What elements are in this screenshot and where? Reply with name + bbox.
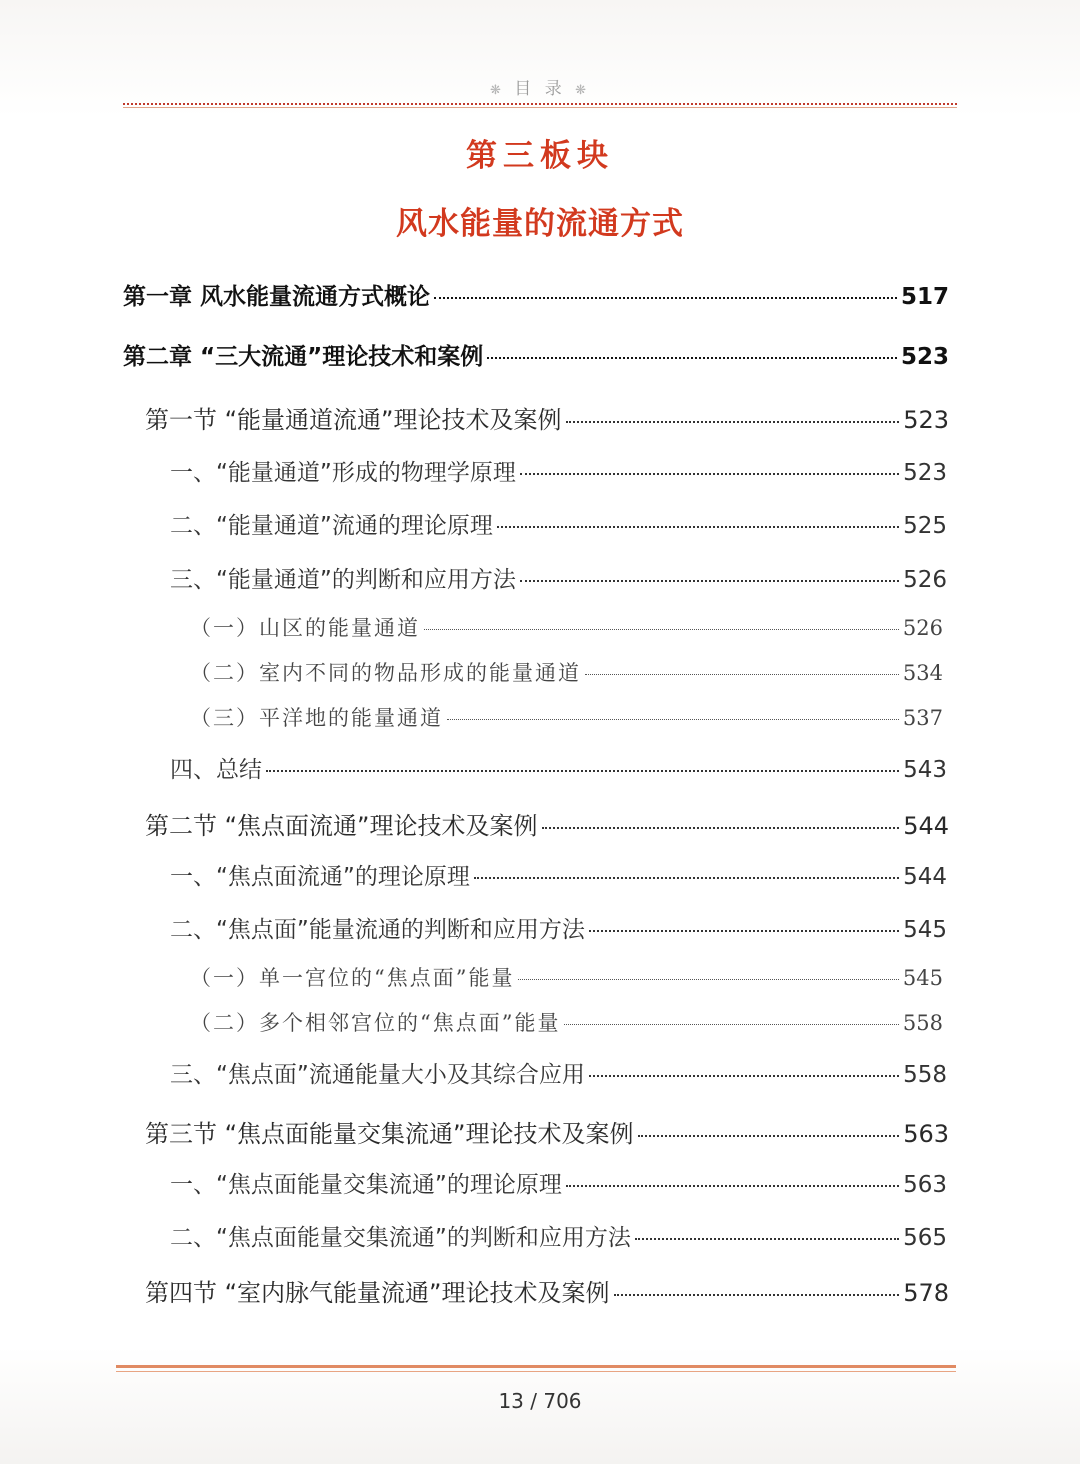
toc-entry-title: 二、“能量通道”流通的理论原理 xyxy=(170,513,493,539)
footer-divider-secondary xyxy=(116,1371,956,1372)
toc-entry-page: 563 xyxy=(903,1120,949,1148)
toc-entry xyxy=(190,702,943,732)
toc-entry-title: 一、“焦点面流通”的理论原理 xyxy=(170,864,470,890)
toc-entry xyxy=(145,1273,949,1308)
toc-entry-page: 558 xyxy=(903,1062,947,1088)
toc-leader-dots xyxy=(520,580,899,582)
page-number: 13 / 706 xyxy=(498,1389,582,1413)
toc-entry-title: （二）室内不同的物品形成的能量通道 xyxy=(190,661,581,685)
toc-entry-title: （一）山区的能量通道 xyxy=(190,616,420,640)
toc-leader-dots xyxy=(520,473,899,475)
toc-entry-page: 526 xyxy=(903,567,947,593)
flower-ornament-icon: ❋ xyxy=(489,83,505,98)
toc-leader-dots xyxy=(589,930,899,932)
toc-entry xyxy=(170,751,947,784)
toc-entry-page: 545 xyxy=(902,966,943,990)
toc-entry-page: 578 xyxy=(903,1279,949,1307)
toc-entry-page: 523 xyxy=(903,460,947,486)
toc-leader-dots xyxy=(487,357,897,359)
toc-leader-dots xyxy=(585,674,899,675)
toc-entry xyxy=(190,657,943,687)
toc-entry-title: 一、“焦点面能量交集流通”的理论原理 xyxy=(170,1172,562,1198)
toc-entry-title: 第三节 “焦点面能量交集流通”理论技术及案例 xyxy=(145,1120,634,1148)
toc-leader-dots xyxy=(614,1294,900,1296)
toc-entry xyxy=(170,507,947,540)
footer-divider xyxy=(116,1365,956,1368)
toc-entry xyxy=(170,858,947,891)
toc-entry-page: 544 xyxy=(903,864,947,890)
toc-entry-title: 三、“焦点面”流通能量大小及其综合应用 xyxy=(170,1062,585,1088)
toc-entry xyxy=(145,400,949,435)
flower-ornament-icon: ❋ xyxy=(575,83,591,98)
toc-entry xyxy=(145,806,949,841)
page-header xyxy=(0,74,1080,99)
section-title: 第三板块 xyxy=(466,138,614,174)
toc-entry xyxy=(123,278,949,311)
toc-entry xyxy=(170,1219,947,1252)
toc-entry-title: 二、“焦点面”能量流通的判断和应用方法 xyxy=(170,917,585,943)
toc-leader-dots xyxy=(518,979,898,980)
toc-entry-title: （三）平洋地的能量通道 xyxy=(190,706,443,730)
toc-entry-page: 534 xyxy=(902,661,943,685)
toc-entry-page: 558 xyxy=(902,1011,943,1035)
section-subtitle: 风水能量的流通方式 xyxy=(396,206,684,242)
toc-entry-page: 517 xyxy=(900,284,949,310)
toc-entry-page: 537 xyxy=(902,706,943,730)
toc-entry-page: 525 xyxy=(903,513,947,539)
toc-entry-title: （二）多个相邻宫位的“焦点面”能量 xyxy=(190,1011,561,1035)
toc-entry-page: 565 xyxy=(903,1225,947,1251)
toc-entry-page: 523 xyxy=(900,344,949,370)
toc-entry xyxy=(170,911,947,944)
toc-entry xyxy=(190,962,943,992)
toc-entry-title: 一、“能量通道”形成的物理学原理 xyxy=(170,460,516,486)
header-label: 目 录 xyxy=(514,79,566,99)
toc-leader-dots xyxy=(542,827,900,829)
toc-leader-dots xyxy=(447,719,899,720)
header-divider-secondary xyxy=(123,107,957,108)
toc-leader-dots xyxy=(564,1024,898,1025)
header-divider xyxy=(123,103,957,105)
toc-entry xyxy=(170,1166,947,1199)
toc-entry-title: 第二节 “焦点面流通”理论技术及案例 xyxy=(145,812,538,840)
toc-entry-page: 544 xyxy=(903,812,949,840)
toc-entry-title: 第一章 风水能量流通方式概论 xyxy=(123,284,431,310)
toc-entry-title: 二、“焦点面能量交集流通”的判断和应用方法 xyxy=(170,1225,631,1251)
toc-entry-page: 543 xyxy=(903,757,947,783)
toc-leader-dots xyxy=(635,1238,899,1240)
toc-entry-title: 四、总结 xyxy=(170,757,262,783)
toc-leader-dots xyxy=(566,421,900,423)
toc-leader-dots xyxy=(638,1135,900,1137)
toc-entry xyxy=(145,1114,949,1149)
toc-entry xyxy=(170,1056,947,1089)
toc-leader-dots xyxy=(497,526,899,528)
toc-entry-title: 第一节 “能量通道流通”理论技术及案例 xyxy=(145,406,562,434)
toc-leader-dots xyxy=(566,1185,899,1187)
toc-entry-page: 563 xyxy=(903,1172,947,1198)
toc-entry-page: 526 xyxy=(902,616,943,640)
toc-entry-page: 545 xyxy=(903,917,947,943)
toc-entry xyxy=(170,454,947,487)
toc-leader-dots xyxy=(474,877,899,879)
toc-leader-dots xyxy=(424,629,899,630)
toc-leader-dots xyxy=(589,1075,899,1077)
toc-entry-title: （一）单一宫位的“焦点面”能量 xyxy=(190,966,515,990)
toc-entry-page: 523 xyxy=(903,406,949,434)
toc-entry xyxy=(190,1007,943,1037)
toc-entry-title: 第四节 “室内脉气能量流通”理论技术及案例 xyxy=(145,1279,610,1307)
toc-entry xyxy=(123,338,949,371)
toc-leader-dots xyxy=(266,770,899,772)
toc-entry xyxy=(190,612,943,642)
toc-entry-title: 三、“能量通道”的判断和应用方法 xyxy=(170,567,516,593)
toc-entry-title: 第二章 “三大流通”理论技术和案例 xyxy=(123,344,484,370)
toc-entry xyxy=(170,561,947,594)
toc-leader-dots xyxy=(434,297,897,299)
